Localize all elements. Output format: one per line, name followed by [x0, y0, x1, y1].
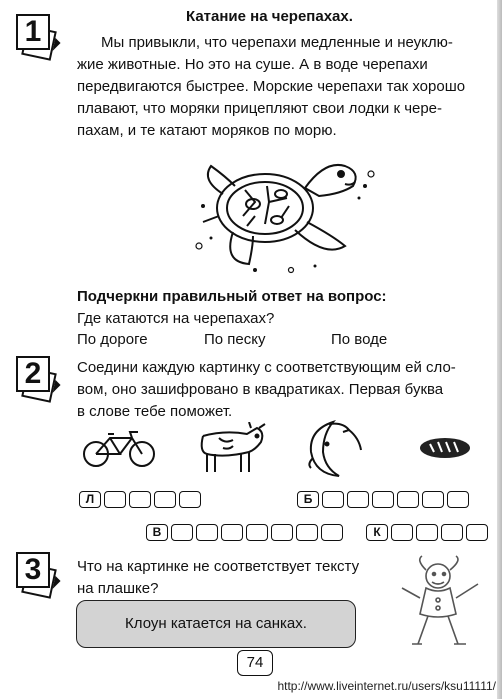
word-boxes-b [297, 491, 469, 508]
word-box[interactable] [441, 524, 463, 541]
word-box[interactable] [171, 524, 193, 541]
word-boxes-k [366, 524, 488, 541]
moon-icon[interactable] [303, 418, 367, 480]
task-1-number: 1 [16, 14, 50, 50]
word-box[interactable] [416, 524, 438, 541]
answer-option-water[interactable]: По воде [331, 331, 388, 348]
word-box[interactable] [271, 524, 293, 541]
question-text: Где катаются на черепахах? [77, 310, 275, 327]
word-box[interactable] [196, 524, 218, 541]
task-1-paragraph: Мы привыкли, что черепахи медленные и неуклю- жие животные. Но это на суше. А в воде черепахи передвигаются быстрее. Морские черепахи так хорошо плавают, что моряки прицепляют свои лодки к чере- пахам, и те катают моряков по морю. [77, 34, 466, 139]
word-box[interactable] [391, 524, 413, 541]
page-edge [497, 0, 502, 699]
plaque-text: Клоун катается на санках. [125, 615, 307, 632]
turtle-icon [195, 146, 375, 276]
clown-icon[interactable] [392, 554, 488, 650]
word-box[interactable] [322, 491, 344, 508]
watermark-url: http://www.liveinternet.ru/users/ksu11111/ [277, 679, 496, 693]
bread-loaf-icon[interactable] [418, 436, 472, 460]
answer-option-road[interactable]: По дороге [77, 331, 148, 348]
plaque [76, 600, 356, 648]
cow-icon[interactable] [195, 422, 267, 474]
word-box[interactable] [447, 491, 469, 508]
word-boxes-v [146, 524, 343, 541]
word-box[interactable] [179, 491, 201, 508]
word-box-first-letter: Б [297, 491, 319, 508]
task-2-badge [14, 356, 60, 402]
word-box[interactable] [154, 491, 176, 508]
word-box[interactable] [104, 491, 126, 508]
word-box[interactable] [397, 491, 419, 508]
word-boxes-l [79, 491, 201, 508]
task-3-text: Что на картинке не соответствует тексту на плашке? [77, 558, 360, 597]
word-box[interactable] [221, 524, 243, 541]
word-box[interactable] [372, 491, 394, 508]
word-box[interactable] [422, 491, 444, 508]
task-2-text: Соедини каждую картинку с соответствующим ей сло- вом, оно зашифровано в квадратиках. Первая буква в слове тебе поможет. [77, 359, 456, 420]
word-box-first-letter: Л [79, 491, 101, 508]
page-number: 74 [237, 650, 273, 676]
word-box-first-letter: К [366, 524, 388, 541]
word-box[interactable] [246, 524, 268, 541]
answer-option-sand[interactable]: По песку [204, 331, 266, 348]
task-2-number: 2 [16, 356, 50, 392]
word-box[interactable] [347, 491, 369, 508]
word-box[interactable] [466, 524, 488, 541]
question-title: Подчеркни правильный ответ на вопрос: [77, 288, 387, 305]
task-3-number: 3 [16, 552, 50, 588]
word-box-first-letter: В [146, 524, 168, 541]
bicycle-icon[interactable] [80, 430, 158, 468]
word-box[interactable] [296, 524, 318, 541]
task-1-title: Катание на черепахах. [186, 8, 353, 25]
task-3-badge [14, 552, 60, 598]
task-1-badge [14, 14, 60, 60]
word-box[interactable] [321, 524, 343, 541]
word-box[interactable] [129, 491, 151, 508]
